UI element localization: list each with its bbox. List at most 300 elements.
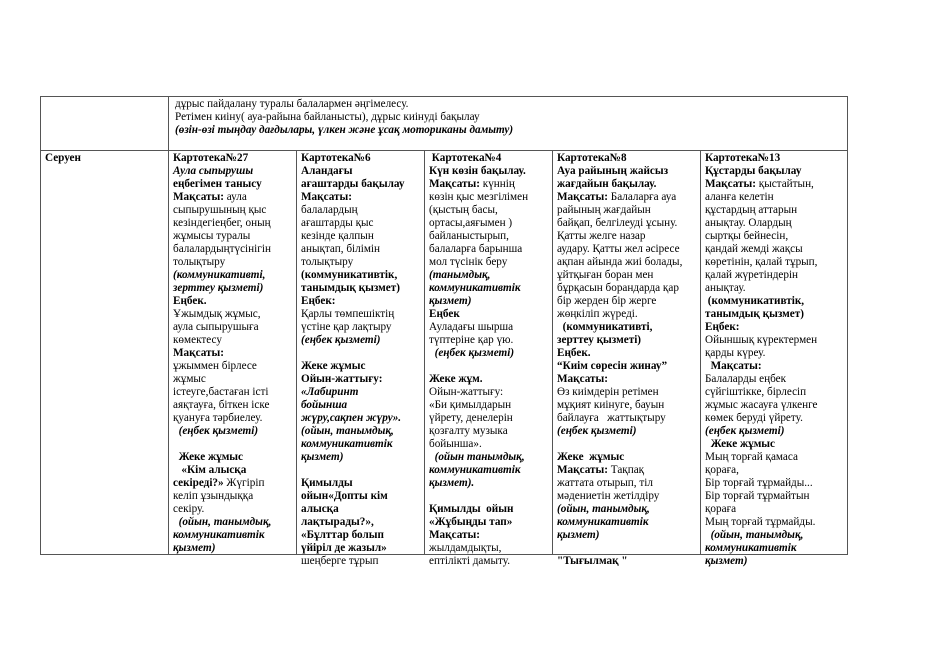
cell-line-text: Жеке жұм. bbox=[429, 373, 483, 385]
cell-line-text: Картотека№13 bbox=[705, 152, 781, 164]
cell-line bbox=[173, 373, 293, 386]
cell-line bbox=[301, 542, 421, 555]
cell-line-text: аула сыпырушыға bbox=[173, 321, 259, 333]
cell-line-text bbox=[557, 542, 560, 554]
cell-line bbox=[429, 373, 549, 386]
section-label-cell bbox=[41, 151, 169, 555]
cell-line bbox=[705, 373, 844, 386]
cell-line bbox=[705, 178, 844, 191]
cell-line-text: лақтырады?», bbox=[301, 516, 374, 528]
cell-line-text: жұмыс bbox=[173, 373, 206, 385]
cell-line bbox=[557, 230, 697, 243]
cell-line bbox=[173, 360, 293, 373]
cell-line-text: (еңбек қызметі) bbox=[557, 425, 637, 437]
cell-line-text: (ойын, танымдық, bbox=[705, 529, 804, 541]
cell-line-text: мәдениетін жетілдіру bbox=[557, 490, 660, 502]
table-row-walk bbox=[41, 151, 848, 555]
cell-line bbox=[301, 191, 421, 204]
activity-cell bbox=[169, 151, 297, 555]
activity-cell-content bbox=[301, 152, 421, 567]
cell-line-text: Еңбек bbox=[429, 308, 460, 320]
cell-line bbox=[301, 425, 421, 438]
cell-line-text: аяқтауға, біткен іске bbox=[173, 399, 270, 411]
cell-line bbox=[301, 373, 421, 386]
cell-line bbox=[173, 490, 293, 503]
cell-line bbox=[301, 451, 421, 464]
cell-line-text: бойынша». bbox=[429, 438, 482, 450]
cell-line-text: сүйгіштікке, бірлесіп bbox=[705, 386, 807, 398]
cell-line-text: коммуникативтік bbox=[705, 542, 797, 554]
cell-line-text: (еңбек қызметі) bbox=[705, 425, 785, 437]
cell-line-text: Мақсаты: bbox=[557, 464, 608, 476]
cell-line-text: ойын«Допты кім bbox=[301, 490, 388, 502]
cell-line bbox=[557, 399, 697, 412]
cell-line bbox=[557, 243, 697, 256]
cell-line-rest: Тақпақ bbox=[607, 464, 645, 476]
cell-line-text: Жеке жұмыс bbox=[173, 451, 244, 463]
cell-line bbox=[173, 438, 293, 451]
cell-line-text: (ойын, танымдық, bbox=[301, 425, 394, 437]
cell-line-text: «Кім алысқа bbox=[173, 464, 247, 476]
cell-line-text: Еңбек. bbox=[557, 347, 591, 359]
table-row-top bbox=[41, 97, 848, 151]
cell-line-rest: қыстайтын, bbox=[755, 178, 814, 190]
cell-line-text: Картотека№8 bbox=[557, 152, 627, 164]
cell-line bbox=[429, 178, 549, 191]
cell-line bbox=[557, 464, 697, 477]
cell-line bbox=[557, 477, 697, 490]
cell-line bbox=[301, 386, 421, 399]
cell-line bbox=[301, 308, 421, 321]
cell-line bbox=[301, 490, 421, 503]
cell-line bbox=[301, 360, 421, 373]
cell-line-text: көмек беруді үйрету. bbox=[705, 412, 803, 424]
cell-line-text: (қыстың басы, bbox=[429, 204, 498, 216]
cell-line bbox=[557, 334, 697, 347]
cell-line-text: «Лабиринт bbox=[301, 386, 359, 398]
cell-line-text: танымдық қызмет) bbox=[301, 282, 400, 294]
cell-line-text: (коммуникативтік, bbox=[301, 269, 398, 281]
cell-line bbox=[557, 412, 697, 425]
cell-line bbox=[429, 386, 549, 399]
cell-line bbox=[429, 321, 549, 334]
cell-line-text: Қимылды bbox=[301, 477, 353, 489]
cell-line-text: (ойын, танымдық, bbox=[173, 516, 272, 528]
cell-line bbox=[557, 373, 697, 386]
cell-line bbox=[429, 256, 549, 269]
cell-line bbox=[705, 542, 844, 555]
cell-line-text: Өз киімдерін ретімен bbox=[557, 386, 659, 398]
cell-line-text: мол түсінік беру bbox=[429, 256, 508, 268]
cell-line bbox=[429, 217, 549, 230]
cell-line-text: кезінде қалпын bbox=[301, 230, 374, 242]
cell-line-text: зерттеу қызметі) bbox=[557, 334, 642, 346]
cell-line-text: Мың торғай қамаса bbox=[705, 451, 798, 463]
cell-line-text: ақпан айында жиі болады, bbox=[557, 256, 683, 268]
cell-line bbox=[173, 425, 293, 438]
cell-line bbox=[429, 555, 549, 568]
cell-line-text: Аула сыпырушы bbox=[173, 165, 254, 177]
cell-line bbox=[557, 555, 697, 568]
cell-line-text: аудару. Қатты жел әсіресе bbox=[557, 243, 680, 255]
cell-line bbox=[173, 412, 293, 425]
cell-line-text: балалардыңтүсінігін bbox=[173, 243, 271, 255]
cell-line bbox=[173, 152, 293, 165]
cell-line-text: Жеке жұмыс bbox=[557, 451, 625, 463]
cell-line-text: ұжыммен бірлесе bbox=[173, 360, 257, 372]
cell-line bbox=[173, 308, 293, 321]
cell-line bbox=[173, 529, 293, 542]
cell-line bbox=[429, 477, 549, 490]
cell-line bbox=[429, 204, 549, 217]
cell-line-text: Мақсаты: bbox=[173, 347, 224, 359]
cell-line-text: жаттата отырып, тіл bbox=[557, 477, 653, 489]
cell-line bbox=[705, 243, 844, 256]
cell-line bbox=[429, 152, 549, 165]
cell-line-text: байланыстырып, bbox=[429, 230, 509, 242]
cell-line bbox=[173, 256, 293, 269]
cell-line bbox=[301, 503, 421, 516]
cell-line bbox=[705, 529, 844, 542]
cell-line-text: Картотека№6 bbox=[301, 152, 371, 164]
cell-line-text: жағдайын бақылау. bbox=[557, 178, 657, 190]
cell-line bbox=[429, 295, 549, 308]
cell-line-text: көретінін, қалай тұрып, bbox=[705, 256, 818, 268]
cell-line-text: үйіріл де жазыл» bbox=[301, 542, 387, 554]
cell-line-text: Аландағы bbox=[301, 165, 353, 177]
cell-line bbox=[429, 334, 549, 347]
cell-line-rest: Жүгіріп bbox=[223, 477, 265, 489]
cell-line bbox=[173, 165, 293, 178]
cell-line-text: Мың торғай тұрмайды. bbox=[705, 516, 816, 528]
cell-line bbox=[705, 438, 844, 451]
cell-line bbox=[705, 425, 844, 438]
cell-line bbox=[429, 282, 549, 295]
cell-line bbox=[301, 230, 421, 243]
cell-line bbox=[173, 516, 293, 529]
cell-line-text bbox=[301, 347, 304, 359]
cell-line-text: Ойыншық күректермен bbox=[705, 334, 818, 346]
cell-line bbox=[557, 516, 697, 529]
cell-line-text: Бір торғай тұрмайды... bbox=[705, 477, 813, 489]
cell-line-text: анықтау. Олардың bbox=[705, 217, 792, 229]
cell-line bbox=[557, 178, 697, 191]
cell-line-text: Балаларды еңбек bbox=[705, 373, 787, 385]
cell-line bbox=[429, 464, 549, 477]
cell-line-text: Еңбек. bbox=[173, 295, 207, 307]
cell-line bbox=[301, 295, 421, 308]
cell-line-text: Мақсаты: bbox=[705, 178, 756, 190]
cell-line-text: қызмет) bbox=[557, 529, 600, 541]
cell-line-text: Еңбек: bbox=[301, 295, 336, 307]
cell-line-text bbox=[173, 438, 176, 450]
cell-line-text: коммуникативтік bbox=[557, 516, 649, 528]
cell-line-text bbox=[429, 490, 432, 502]
cell-line bbox=[705, 490, 844, 503]
cell-line-text: қызмет) bbox=[429, 295, 472, 307]
cell-line-text: ортасы,аяғымен ) bbox=[429, 217, 513, 229]
cell-line-text: жұмысы туралы bbox=[173, 230, 251, 242]
activity-cell bbox=[425, 151, 553, 567]
cell-line bbox=[301, 529, 421, 542]
cell-line-text: қуануға тәрбиелеу. bbox=[173, 412, 263, 424]
cell-line-text: коммуникативтік bbox=[301, 438, 393, 450]
cell-line bbox=[705, 282, 844, 295]
cell-line bbox=[557, 256, 697, 269]
cell-line-text: (коммуникативтік, bbox=[705, 295, 805, 307]
cell-line bbox=[557, 191, 697, 204]
cell-line-text: «Жұбыңды тап» bbox=[429, 516, 513, 528]
cell-line bbox=[429, 308, 549, 321]
cell-line bbox=[173, 321, 293, 334]
cell-line-text: қызмет). bbox=[429, 477, 475, 489]
cell-line-text: Қимылды ойын bbox=[429, 503, 514, 515]
cell-line bbox=[557, 438, 697, 451]
cell-line-text: Мақсаты: bbox=[705, 360, 762, 372]
cell-line-text: қалай жүретіндерін bbox=[705, 269, 799, 281]
cell-line bbox=[705, 256, 844, 269]
cell-line-text: істеуге,бастаған істі bbox=[173, 386, 269, 398]
plan-table bbox=[40, 96, 848, 567]
cell-line-text: мұқият киінуге, бауын bbox=[557, 399, 665, 411]
cell-line bbox=[429, 399, 549, 412]
cell-line bbox=[173, 217, 293, 230]
cell-line-text: қораға bbox=[705, 503, 737, 515]
cell-line-text: жұмыс жасауға үлкенге bbox=[705, 399, 818, 411]
cell-line-text: алысқа bbox=[301, 503, 339, 515]
cell-line-text: коммуникативтік bbox=[429, 464, 521, 476]
cell-line-text: Жеке жұмыс bbox=[301, 360, 366, 372]
cell-line bbox=[301, 334, 421, 347]
cell-line bbox=[429, 529, 549, 542]
cell-line-text: Ойын-жаттығу: bbox=[429, 386, 504, 398]
cell-line-text: қарды күреу. bbox=[705, 347, 766, 359]
cell-line bbox=[301, 217, 421, 230]
cell-line-text: үйрету, денелерін bbox=[429, 412, 513, 424]
cell-line-text: қораға, bbox=[705, 464, 739, 476]
cell-line-text: (ойын, танымдық, bbox=[557, 503, 650, 515]
cell-line-text bbox=[429, 360, 432, 372]
cell-line bbox=[301, 412, 421, 425]
cell-line-text: (коммуникативті, bbox=[173, 269, 266, 281]
activity-cell-content bbox=[557, 152, 697, 567]
top-line-1: дұрыс пайдалану туралы балалармен әңгімелесу. bbox=[175, 98, 409, 110]
cell-line bbox=[705, 334, 844, 347]
cell-line-text: кезіндегіеңбег, оның bbox=[173, 217, 271, 229]
cell-line-text: Қарлы төмпешіктің bbox=[301, 308, 395, 320]
cell-line-text: қызмет) bbox=[173, 542, 216, 554]
cell-line bbox=[705, 152, 844, 165]
cell-line bbox=[173, 477, 293, 490]
cell-line bbox=[557, 295, 697, 308]
cell-line-text: (еңбек қызметі) bbox=[173, 425, 259, 437]
cell-line bbox=[557, 386, 697, 399]
activity-cell bbox=[553, 151, 701, 567]
cell-line-text: Мақсаты: bbox=[557, 373, 608, 385]
cell-line bbox=[557, 152, 697, 165]
cell-line-text: коммуникативтік bbox=[429, 282, 521, 294]
cell-line-text: үстіне қар лақтыру bbox=[301, 321, 392, 333]
cell-line bbox=[301, 152, 421, 165]
cell-line-text: (коммуникативті, bbox=[557, 321, 653, 333]
activity-cell-content bbox=[429, 152, 549, 567]
cell-line-text: ағаштарды бақылау bbox=[301, 178, 405, 190]
cell-line bbox=[173, 386, 293, 399]
cell-line-text: түптеріне қар үю. bbox=[429, 334, 514, 346]
cell-line bbox=[557, 529, 697, 542]
activity-cell bbox=[701, 151, 848, 567]
cell-line-text: байлауға жаттықтыру bbox=[557, 412, 666, 424]
cell-line bbox=[173, 451, 293, 464]
cell-line bbox=[173, 399, 293, 412]
cell-line bbox=[429, 438, 549, 451]
cell-line-text: (еңбек қызметі) bbox=[301, 334, 381, 346]
activity-cell-content bbox=[173, 152, 293, 554]
cell-line-text: Ауа райының жайсыз bbox=[557, 165, 669, 177]
cell-line bbox=[301, 555, 421, 568]
cell-line bbox=[173, 542, 293, 555]
cell-line bbox=[173, 269, 293, 282]
cell-line bbox=[705, 230, 844, 243]
cell-line-text: Картотека№27 bbox=[173, 152, 249, 164]
cell-line bbox=[557, 347, 697, 360]
cell-line-text: Ойын-жаттығу: bbox=[301, 373, 383, 385]
cell-line bbox=[429, 243, 549, 256]
activity-cell-content bbox=[705, 152, 844, 567]
cell-line bbox=[301, 243, 421, 256]
cell-line-text: Мақсаты: bbox=[429, 178, 480, 190]
cell-line-text: Ұжымдық жұмыс, bbox=[173, 308, 261, 320]
cell-line bbox=[557, 308, 697, 321]
top-line-3: (өзін-өзі тыңдау дағдылары, үлкен және ұсақ моториканы дамыту) bbox=[175, 124, 514, 136]
cell-line bbox=[705, 165, 844, 178]
cell-line-text: Мақсаты: bbox=[301, 191, 352, 203]
cell-line-text: ағаштарды қыс bbox=[301, 217, 374, 229]
cell-line bbox=[173, 347, 293, 360]
cell-line-text: (танымдық, bbox=[429, 269, 491, 281]
cell-line-text: коммуникативтік bbox=[173, 529, 265, 541]
cell-line bbox=[173, 464, 293, 477]
cell-line bbox=[557, 360, 697, 373]
cell-line-text: Еңбек: bbox=[705, 321, 740, 333]
cell-line bbox=[173, 295, 293, 308]
cell-line-text: жылдамдықты, bbox=[429, 542, 502, 554]
cell-line-text: (ойын танымдық, bbox=[429, 451, 525, 463]
section-label: Серуен bbox=[45, 152, 81, 164]
cell-line-text: қандай жемді жақсы bbox=[705, 243, 803, 255]
cell-line-text: жүру,сақпен жүру». bbox=[301, 412, 402, 424]
cell-line-text: келіп ұзындыққа bbox=[173, 490, 254, 502]
cell-line-text: аланға келетін bbox=[705, 191, 774, 203]
cell-line-text: бір жерден бір жерге bbox=[557, 295, 657, 307]
cell-line-text: райының жағдайын bbox=[557, 204, 651, 216]
cell-line bbox=[301, 347, 421, 360]
cell-line-text: бойынша bbox=[301, 399, 348, 411]
cell-line-text: бұрқасын борандарда қар bbox=[557, 282, 679, 294]
cell-line bbox=[429, 425, 549, 438]
cell-line-text: қызмет) bbox=[301, 451, 344, 463]
cell-line-text: жөңкіліп жүреді. bbox=[557, 308, 638, 320]
cell-line bbox=[429, 269, 549, 282]
cell-line bbox=[705, 204, 844, 217]
cell-line-text: секіреді?» bbox=[173, 477, 224, 489]
cell-line-text: байқап, белгілеуді ұсыну. bbox=[557, 217, 678, 229]
cell-line-text: секіру. bbox=[173, 503, 205, 515]
cell-line bbox=[301, 516, 421, 529]
cell-line-text: Қатты желге назар bbox=[557, 230, 646, 242]
cell-line bbox=[301, 321, 421, 334]
cell-line bbox=[301, 178, 421, 191]
cell-line bbox=[705, 399, 844, 412]
cell-line-text: Картотека№4 bbox=[429, 152, 502, 164]
top-line-2: Ретімен киіну( ауа-райына байланысты), дұрыс киінуді бақылау bbox=[175, 111, 480, 123]
cell-line bbox=[173, 191, 293, 204]
cell-line bbox=[173, 178, 293, 191]
top-row-content bbox=[169, 97, 848, 151]
cell-line bbox=[557, 204, 697, 217]
cell-line bbox=[557, 321, 697, 334]
cell-line-rest: аула bbox=[223, 191, 247, 203]
cell-line bbox=[173, 503, 293, 516]
cell-line-text: құстардың аттарын bbox=[705, 204, 798, 216]
cell-line-text: балаларға барынша bbox=[429, 243, 523, 255]
cell-line-rest: Балаларға ауа bbox=[607, 191, 677, 203]
cell-line bbox=[705, 555, 844, 568]
cell-line bbox=[705, 308, 844, 321]
cell-line bbox=[705, 451, 844, 464]
cell-line bbox=[705, 386, 844, 399]
cell-line bbox=[705, 464, 844, 477]
cell-line-text: «Бұлттар болып bbox=[301, 529, 384, 541]
cell-line-text: ептілікті дамыту. bbox=[429, 555, 510, 567]
cell-line bbox=[173, 204, 293, 217]
cell-line bbox=[301, 464, 421, 477]
cell-line bbox=[301, 204, 421, 217]
cell-line-text: анықтау. bbox=[705, 282, 746, 294]
cell-line bbox=[557, 542, 697, 555]
cell-line-text: Мақсаты: bbox=[173, 191, 224, 203]
cell-line bbox=[705, 360, 844, 373]
cell-line-text: көмектесу bbox=[173, 334, 222, 346]
cell-line bbox=[557, 165, 697, 178]
cell-line bbox=[173, 230, 293, 243]
cell-line bbox=[429, 542, 549, 555]
cell-line bbox=[429, 230, 549, 243]
cell-line bbox=[705, 295, 844, 308]
cell-line bbox=[301, 438, 421, 451]
cell-line bbox=[557, 451, 697, 464]
cell-line bbox=[429, 516, 549, 529]
cell-line-text: ұйтқыған боран мен bbox=[557, 269, 654, 281]
cell-line-text: сыпырушының қыс bbox=[173, 204, 267, 216]
cell-line bbox=[705, 191, 844, 204]
cell-line bbox=[557, 503, 697, 516]
cell-line bbox=[429, 490, 549, 503]
cell-line bbox=[429, 347, 549, 360]
cell-line-text: “Киім сөресін жинау” bbox=[557, 360, 668, 372]
cell-line-text: балалардың bbox=[301, 204, 358, 216]
cell-line bbox=[705, 321, 844, 334]
cell-line bbox=[557, 217, 697, 230]
cell-line-text: "Тығылмақ " bbox=[557, 555, 628, 567]
cell-line bbox=[705, 516, 844, 529]
cell-line bbox=[429, 503, 549, 516]
cell-line bbox=[557, 425, 697, 438]
cell-line bbox=[429, 451, 549, 464]
cell-line-rest: күннің bbox=[479, 178, 515, 190]
cell-line-text: қозғалту музыка bbox=[429, 425, 508, 437]
cell-line-text: «Би қимылдарын bbox=[429, 399, 512, 411]
